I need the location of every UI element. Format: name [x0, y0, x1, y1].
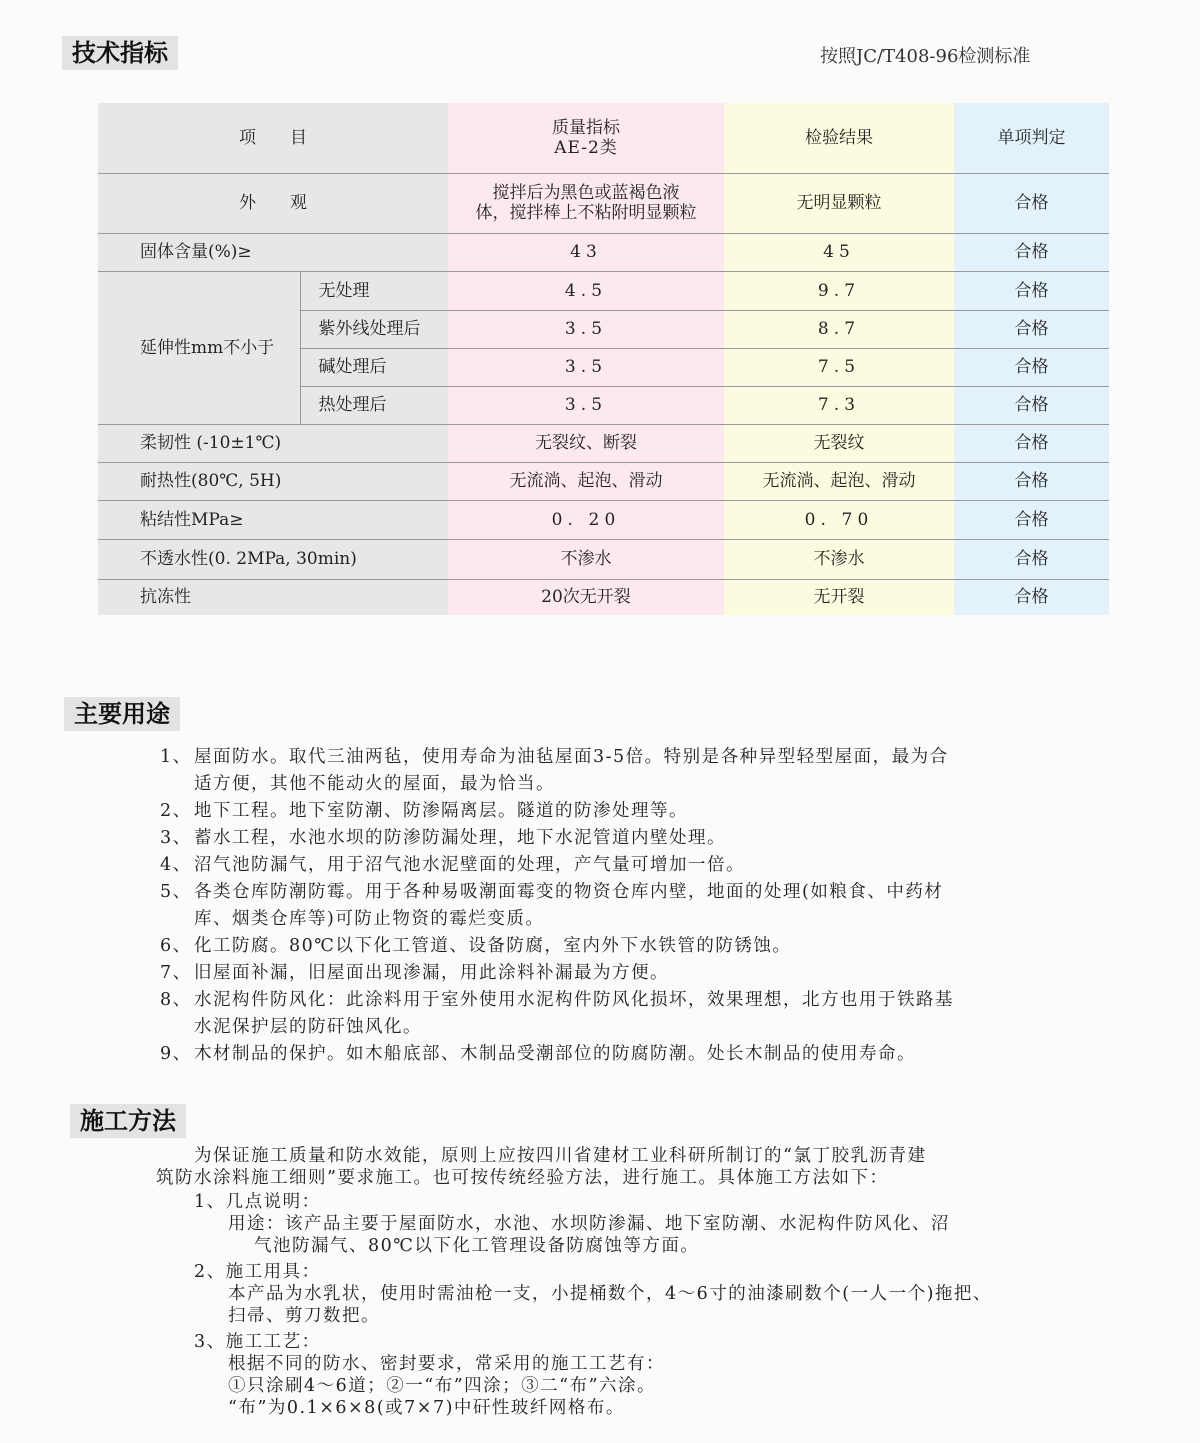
intro-line: 筑防水涂料施工细则”要求施工。也可按传统经验方法，进行施工。具体施工方法如下： [156, 1168, 889, 1188]
header-item: 项 目 [98, 103, 448, 173]
paragraph-line: 扫帚、剪刀数把。 [228, 1306, 380, 1326]
list-item [160, 879, 1120, 933]
paragraph-line: 气池防漏气、80℃以下化工管理设备防腐蚀等方面。 [254, 1236, 700, 1256]
table-row [98, 424, 1109, 462]
cell-item: 柔韧性 (-10±1℃) [98, 424, 448, 462]
table-row [98, 539, 1109, 579]
cell-quality-line1: 搅拌后为黑色或蓝褐色液 [492, 183, 680, 203]
list-item-number: 4、 [160, 855, 192, 875]
cell-result: 无开裂 [724, 579, 954, 615]
cell-judgement: 合格 [954, 173, 1109, 233]
paragraph-line: “布”为0.1×6×8(或7×7)中矸性玻纤网格布。 [228, 1398, 625, 1418]
construction-method-text [156, 1145, 1116, 1419]
uses-list [160, 744, 1120, 1068]
list-item [160, 987, 1120, 1041]
list-item [160, 798, 1120, 825]
subsection-title: 3、施工工艺： [194, 1332, 321, 1352]
cell-quality: 4.5 [448, 271, 724, 310]
list-item [160, 852, 1120, 879]
section-title-main-uses: 主要用途 [64, 697, 180, 731]
cell-item: 固体含量(%)≥ [98, 233, 448, 271]
list-item [160, 960, 1120, 987]
cell-quality: 0. 20 [448, 500, 724, 539]
table-header-row [98, 103, 1109, 173]
cell-result: 9.7 [724, 271, 954, 310]
cell-subitem: 碱处理后 [300, 348, 448, 386]
list-item-line: 各类仓库防潮防霉。用于各种易吸潮面霉变的物资仓库内壁，地面的处理(如粮食、中药材 [194, 882, 944, 902]
list-item-line: 适方便，其他不能动火的屋面，最为恰当。 [194, 774, 555, 794]
cell-judgement: 合格 [954, 310, 1109, 348]
cell-judgement: 合格 [954, 271, 1109, 310]
list-item-number: 2、 [160, 801, 192, 821]
list-item-number: 5、 [160, 882, 192, 902]
cell-judgement: 合格 [954, 348, 1109, 386]
cell-result: 45 [724, 233, 954, 271]
cell-result: 0. 70 [724, 500, 954, 539]
cell-quality-line2: 体，搅拌棒上不粘附明显颗粒 [475, 203, 697, 223]
cell-judgement: 合格 [954, 233, 1109, 271]
subsection-title: 2、施工用具： [194, 1262, 321, 1282]
list-item-number: 7、 [160, 963, 192, 983]
header-result: 检验结果 [724, 103, 954, 173]
list-item-line: 库、烟类仓库等)可防止物资的霉烂变质。 [194, 909, 545, 929]
paragraph-line: 用途：该产品主要于屋面防水，水池、水坝防渗漏、地下室防潮、水泥构件防风化、沼 [228, 1214, 950, 1234]
cell-subitem: 热处理后 [300, 386, 448, 424]
list-item [160, 744, 1120, 798]
list-item-line: 地下工程。地下室防潮、防渗隔离层。隧道的防渗处理等。 [194, 801, 688, 821]
table-row [98, 173, 1109, 233]
table-row [98, 233, 1109, 271]
list-item-line: 屋面防水。取代三油两毡，使用寿命为油毡屋面3-5倍。特别是各种异型轻型屋面，最为合 [194, 747, 949, 767]
intro-line: 为保证施工质量和防水效能，原则上应按四川省建材工业科研所制订的“氯丁胶乳沥青建 [156, 1146, 927, 1166]
cell-judgement: 合格 [954, 386, 1109, 424]
list-item-number: 3、 [160, 828, 192, 848]
header-judgement: 单项判定 [954, 103, 1109, 173]
list-item-number: 1、 [160, 747, 192, 767]
list-item-number: 8、 [160, 990, 192, 1010]
cell-result: 7.5 [724, 348, 954, 386]
cell-quality: 3.5 [448, 386, 724, 424]
paragraph-line: 根据不同的防水、密封要求，常采用的施工工艺有： [228, 1354, 665, 1374]
spec-table [98, 103, 1109, 615]
table-row [98, 500, 1109, 539]
header-quality-line2: AE-2类 [554, 137, 618, 158]
cell-result: 无裂纹 [724, 424, 954, 462]
cell-result: 不渗水 [724, 539, 954, 579]
cell-judgement: 合格 [954, 462, 1109, 500]
subsection-title: 1、几点说明： [194, 1192, 321, 1212]
list-item-line: 化工防腐。80℃以下化工管道、设备防腐，室内外下水铁管的防锈蚀。 [194, 936, 792, 956]
cell-judgement: 合格 [954, 424, 1109, 462]
cell-quality: 不渗水 [448, 539, 724, 579]
cell-quality: 3.5 [448, 310, 724, 348]
cell-subitem: 紫外线处理后 [300, 310, 448, 348]
list-item [160, 933, 1120, 960]
cell-result: 无明显颗粒 [724, 173, 954, 233]
table-row [98, 579, 1109, 615]
cell-result: 8.7 [724, 310, 954, 348]
cell-item: 耐热性(80℃, 5H) [98, 462, 448, 500]
cell-quality [448, 173, 724, 233]
section-title-construction-method: 施工方法 [70, 1104, 186, 1138]
cell-item: 不透水性(0. 2MPa, 30min) [98, 539, 448, 579]
list-item-line: 水泥构件防风化：此涂料用于室外使用水泥构件防风化损坏，效果理想，北方也用于铁路基 [194, 990, 954, 1010]
table-row [98, 271, 1109, 310]
list-item [160, 1041, 1120, 1068]
cell-quality: 无裂纹、断裂 [448, 424, 724, 462]
list-item-line: 蓄水工程，水池水坝的防渗防漏处理，地下水泥管道内壁处理。 [194, 828, 726, 848]
cell-item: 延伸性mm不小于 [98, 271, 300, 424]
list-item-line: 水泥保护层的防矸蚀风化。 [194, 1017, 422, 1037]
cell-item: 抗冻性 [98, 579, 448, 615]
list-item-line: 木材制品的保护。如木船底部、木制品受潮部位的防腐防潮。处长木制品的使用寿命。 [194, 1044, 916, 1064]
table-row [98, 462, 1109, 500]
paragraph-line: ①只涂刷4～6道；②一“布”四涂；③二“布”六涂。 [228, 1376, 657, 1396]
header-quality [448, 103, 724, 173]
cell-item: 粘结性MPa≥ [98, 500, 448, 539]
paragraph-line: 本产品为水乳状，使用时需油枪一支，小提桶数个，4～6寸的油漆刷数个(一人一个)拖把、 [228, 1284, 992, 1304]
list-item-line: 沼气池防漏气，用于沼气池水泥壁面的处理，产气量可增加一倍。 [194, 855, 745, 875]
list-item-line: 旧屋面补漏，旧屋面出现渗漏，用此涂料补漏最为方便。 [194, 963, 669, 983]
cell-result: 无流淌、起泡、滑动 [724, 462, 954, 500]
cell-quality: 43 [448, 233, 724, 271]
list-item-number: 6、 [160, 936, 192, 956]
standard-note: 按照JC/T408-96检测标准 [820, 46, 1031, 67]
section-title-tech-specs: 技术指标 [62, 36, 178, 70]
cell-judgement: 合格 [954, 500, 1109, 539]
cell-subitem: 无处理 [300, 271, 448, 310]
cell-judgement: 合格 [954, 579, 1109, 615]
cell-quality: 无流淌、起泡、滑动 [448, 462, 724, 500]
header-quality-line1: 质量指标 [552, 117, 620, 138]
cell-judgement: 合格 [954, 539, 1109, 579]
list-item-number: 9、 [160, 1044, 192, 1064]
cell-result: 7.3 [724, 386, 954, 424]
cell-quality: 20次无开裂 [448, 579, 724, 615]
list-item [160, 825, 1120, 852]
cell-item: 外 观 [98, 173, 448, 233]
cell-quality: 3.5 [448, 348, 724, 386]
